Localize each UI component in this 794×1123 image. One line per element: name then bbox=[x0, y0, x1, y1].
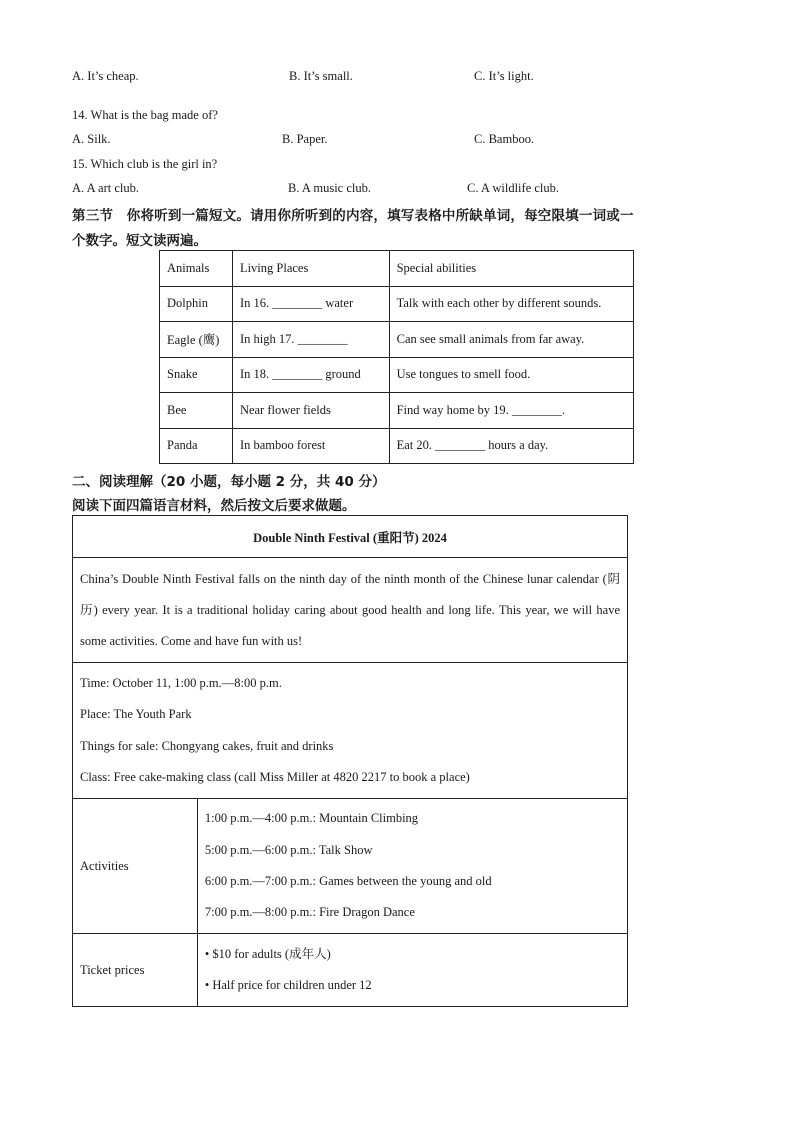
festival-info bbox=[73, 663, 628, 799]
q13-option-b: B. It’s small. bbox=[289, 69, 353, 83]
table-row bbox=[160, 286, 634, 322]
animal-cell: Dolphin bbox=[160, 286, 233, 322]
part2-instruction: 阅读下面四篇语言材料，然后按文后要求做题。 bbox=[72, 498, 356, 514]
q15-question: 15. Which club is the girl in? bbox=[72, 157, 218, 171]
living-place-cell: In 18. ________ ground bbox=[232, 357, 389, 393]
q15-option-c: C. A wildlife club. bbox=[467, 181, 560, 195]
q14-option-b: B. Paper. bbox=[282, 132, 328, 146]
q15-option-b: B. A music club. bbox=[288, 181, 371, 195]
q14-option-c: C. Bamboo. bbox=[474, 132, 535, 146]
animal-cell: Eagle (鹰) bbox=[160, 322, 233, 358]
ability-cell: Use tongues to smell food. bbox=[389, 357, 633, 393]
activity-item: 5:00 p.m.—6:00 p.m.: Talk Show bbox=[204, 842, 373, 857]
listening-table bbox=[159, 250, 634, 464]
q14-option-a: A. Silk. bbox=[72, 132, 111, 146]
section3-instruction-line1: 第三节 你将听到一篇短文。请用你所听到的内容，填写表格中所缺单词，每空限填一词或一 bbox=[72, 208, 634, 224]
table-header-row bbox=[160, 251, 634, 287]
activity-item: 6:00 p.m.—7:00 p.m.: Games between the young and old bbox=[204, 874, 492, 888]
living-place-cell: In bamboo forest bbox=[232, 428, 389, 464]
price-item: • Half price for children under 12 bbox=[204, 978, 372, 992]
header-living-places: Living Places bbox=[232, 251, 389, 287]
festival-title: Double Ninth Festival (重阳节) 2024 bbox=[73, 516, 628, 558]
section3-instruction-line2: 个数字。短文读两遍。 bbox=[72, 233, 207, 249]
living-place-cell: In 16. ________ water bbox=[232, 286, 389, 322]
q14-question: 14. What is the bag made of? bbox=[72, 108, 218, 122]
ability-cell: Eat 20. ________ hours a day. bbox=[389, 428, 633, 464]
q15-option-a: A. A art club. bbox=[72, 181, 140, 195]
ability-cell: Can see small animals from far away. bbox=[389, 322, 633, 358]
activities-list bbox=[197, 799, 627, 934]
price-item: • $10 for adults (成年人) bbox=[204, 947, 331, 961]
ability-cell: Talk with each other by different sounds. bbox=[389, 286, 633, 322]
activity-item: 1:00 p.m.—4:00 p.m.: Mountain Climbing bbox=[204, 811, 419, 826]
festival-place: Place: The Youth Park bbox=[80, 707, 192, 722]
ability-cell: Find way home by 19. ________. bbox=[389, 393, 633, 429]
festival-things-for-sale: Things for sale: Chongyang cakes, fruit and drinks bbox=[80, 738, 334, 753]
q13-option-c: C. It’s light. bbox=[474, 69, 534, 83]
activities-label: Activities bbox=[73, 799, 198, 934]
ticket-prices-list bbox=[197, 934, 627, 1007]
part2-title: 二、阅读理解（20 小题，每小题 2 分，共 40 分） bbox=[72, 474, 386, 490]
festival-class: Class: Free cake-making class (call Miss Miller at 4820 2217 to book a place) bbox=[80, 769, 470, 784]
festival-intro: China’s Double Ninth Festival falls on the ninth day of the ninth month of the Chinese lunar calendar (阴历) every year. It is a traditional holiday caring about good health and long life. This year, we will have some activities. Come and have fun with us! bbox=[73, 558, 628, 663]
animal-cell: Snake bbox=[160, 357, 233, 393]
animal-cell: Bee bbox=[160, 393, 233, 429]
living-place-cell: Near flower fields bbox=[232, 393, 389, 429]
animal-cell: Panda bbox=[160, 428, 233, 464]
q13-option-a: A. It’s cheap. bbox=[72, 69, 139, 83]
table-row bbox=[160, 428, 634, 464]
header-special-abilities: Special abilities bbox=[389, 251, 633, 287]
table-row bbox=[160, 393, 634, 429]
living-place-cell: In high 17. ________ bbox=[232, 322, 389, 358]
table-row bbox=[160, 357, 634, 393]
festival-time: Time: October 11, 1:00 p.m.—8:00 p.m. bbox=[80, 675, 282, 690]
festival-notice-table bbox=[72, 515, 628, 1007]
activity-item: 7:00 p.m.—8:00 p.m.: Fire Dragon Dance bbox=[204, 905, 415, 920]
table-row bbox=[160, 322, 634, 358]
ticket-prices-label: Ticket prices bbox=[73, 934, 198, 1007]
header-animals: Animals bbox=[160, 251, 233, 287]
